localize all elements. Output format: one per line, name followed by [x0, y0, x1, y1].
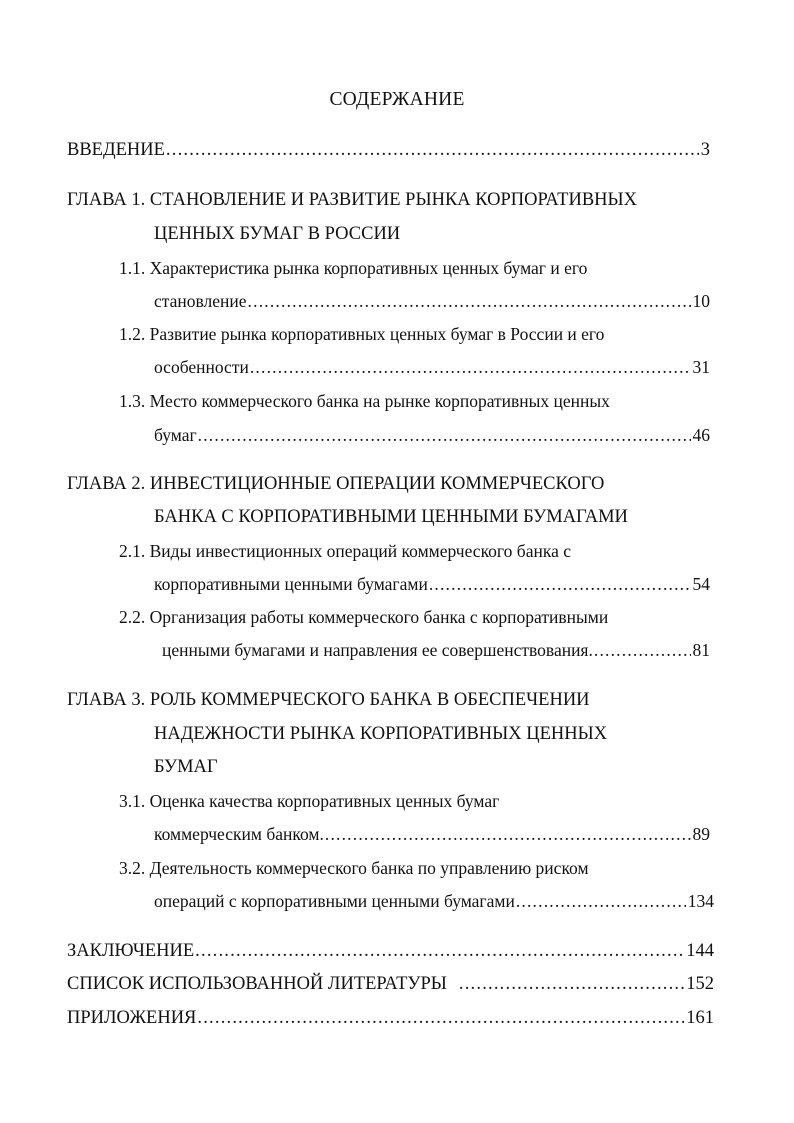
chapter-2-heading-continued: БАНКА С КОРПОРАТИВНЫМИ ЦЕННЫМИ БУМАГАМИ: [154, 507, 628, 527]
toc-page-number: 81: [692, 640, 710, 660]
dot-leader: [459, 971, 684, 997]
section-1-3-title: 1.3. Место коммерческого банка на рынке корпоративных ценных: [119, 391, 610, 411]
toc-entry-label: ценными бумагами и направления ее совершенствования.: [162, 640, 593, 660]
toc-page-number: 31: [692, 357, 710, 377]
section-1-1-title: 1.1. Характеристика рынка корпоративных ценных бумаг и его: [119, 258, 588, 278]
toc-page-number: 3: [700, 140, 710, 160]
dot-leader: [429, 571, 691, 597]
toc-page-number: 89: [692, 824, 710, 844]
toc-page-number: 134: [687, 891, 714, 911]
section-1-2-entry: [154, 354, 710, 380]
dot-leader: [195, 938, 684, 964]
section-3-1-title: 3.1. Оценка качества корпоративных ценных бумаг: [119, 791, 500, 811]
toc-page-number: 161: [686, 1008, 714, 1028]
section-3-2-title: 3.2. Деятельность коммерческого банка по управлению риском: [119, 858, 589, 878]
toc-page-number: 144: [686, 941, 714, 961]
toc-page-number: 10: [692, 291, 710, 311]
section-2-1-entry: [154, 571, 710, 597]
dot-leader: [516, 888, 686, 914]
chapter-1-heading-continued: ЦЕННЫХ БУМАГ В РОССИИ: [154, 224, 401, 244]
toc-entry-label: операций с корпоративными ценными бумагами: [154, 891, 515, 911]
toc-page-number: 54: [692, 574, 710, 594]
toc-entry-label: ПРИЛОЖЕНИЯ: [67, 1008, 197, 1028]
section-2-2-title: 2.2. Организация работы коммерческого банка с корпоративными: [119, 607, 609, 627]
section-1-3-entry: [154, 422, 710, 448]
dot-leader: [166, 137, 699, 163]
toc-entry-references: [67, 971, 714, 997]
section-1-2-title: 1.2. Развитие рынка корпоративных ценных бумаг в России и его: [119, 324, 605, 344]
toc-entry-label: СПИСОК ИСПОЛЬЗОВАННОЙ ЛИТЕРАТУРЫ: [67, 974, 447, 994]
section-3-1-entry: [154, 821, 710, 847]
section-3-2-entry: [154, 888, 714, 914]
toc-entry-label: коммерческим банком.: [154, 824, 324, 844]
chapter-1-heading: ГЛАВА 1. СТАНОВЛЕНИЕ И РАЗВИТИЕ РЫНКА КОРПОРАТИВНЫХ: [67, 190, 638, 210]
dot-leader: [594, 637, 691, 663]
toc-page-number: 152: [686, 974, 714, 994]
section-1-1-entry: [154, 288, 710, 314]
chapter-2-heading: ГЛАВА 2. ИНВЕСТИЦИОННЫЕ ОПЕРАЦИИ КОММЕРЧЕСКОГО: [67, 474, 605, 494]
page-title: СОДЕРЖАНИЕ: [329, 89, 465, 110]
dot-leader: [197, 1005, 684, 1031]
section-2-1-title: 2.1. Виды инвестиционных операций коммерческого банка с: [119, 541, 571, 561]
toc-entry-label: особенности: [154, 357, 249, 377]
toc-entry-conclusion: [67, 938, 714, 964]
toc-entry-label: бумаг: [154, 425, 197, 445]
dot-leader: [325, 821, 691, 847]
chapter-3-heading-continued: БУМАГ: [154, 757, 218, 777]
dot-leader: [248, 288, 691, 314]
dot-leader: [250, 354, 691, 380]
dot-leader: [198, 422, 691, 448]
toc-entry-appendices: [67, 1005, 714, 1031]
toc-entry-label: ВВЕДЕНИЕ: [67, 140, 165, 160]
toc-entry-label: становление: [154, 291, 247, 311]
toc-entry-introduction: [67, 137, 710, 163]
chapter-3-heading-continued: НАДЕЖНОСТИ РЫНКА КОРПОРАТИВНЫХ ЦЕННЫХ: [154, 724, 608, 744]
section-2-2-entry: [162, 637, 710, 663]
toc-entry-label: ЗАКЛЮЧЕНИЕ: [67, 941, 195, 961]
chapter-3-heading: ГЛАВА 3. РОЛЬ КОММЕРЧЕСКОГО БАНКА В ОБЕСПЕЧЕНИИ: [67, 690, 590, 710]
toc-entry-label: корпоративными ценными бумагами: [154, 574, 428, 594]
toc-page-number: 46: [692, 425, 710, 445]
